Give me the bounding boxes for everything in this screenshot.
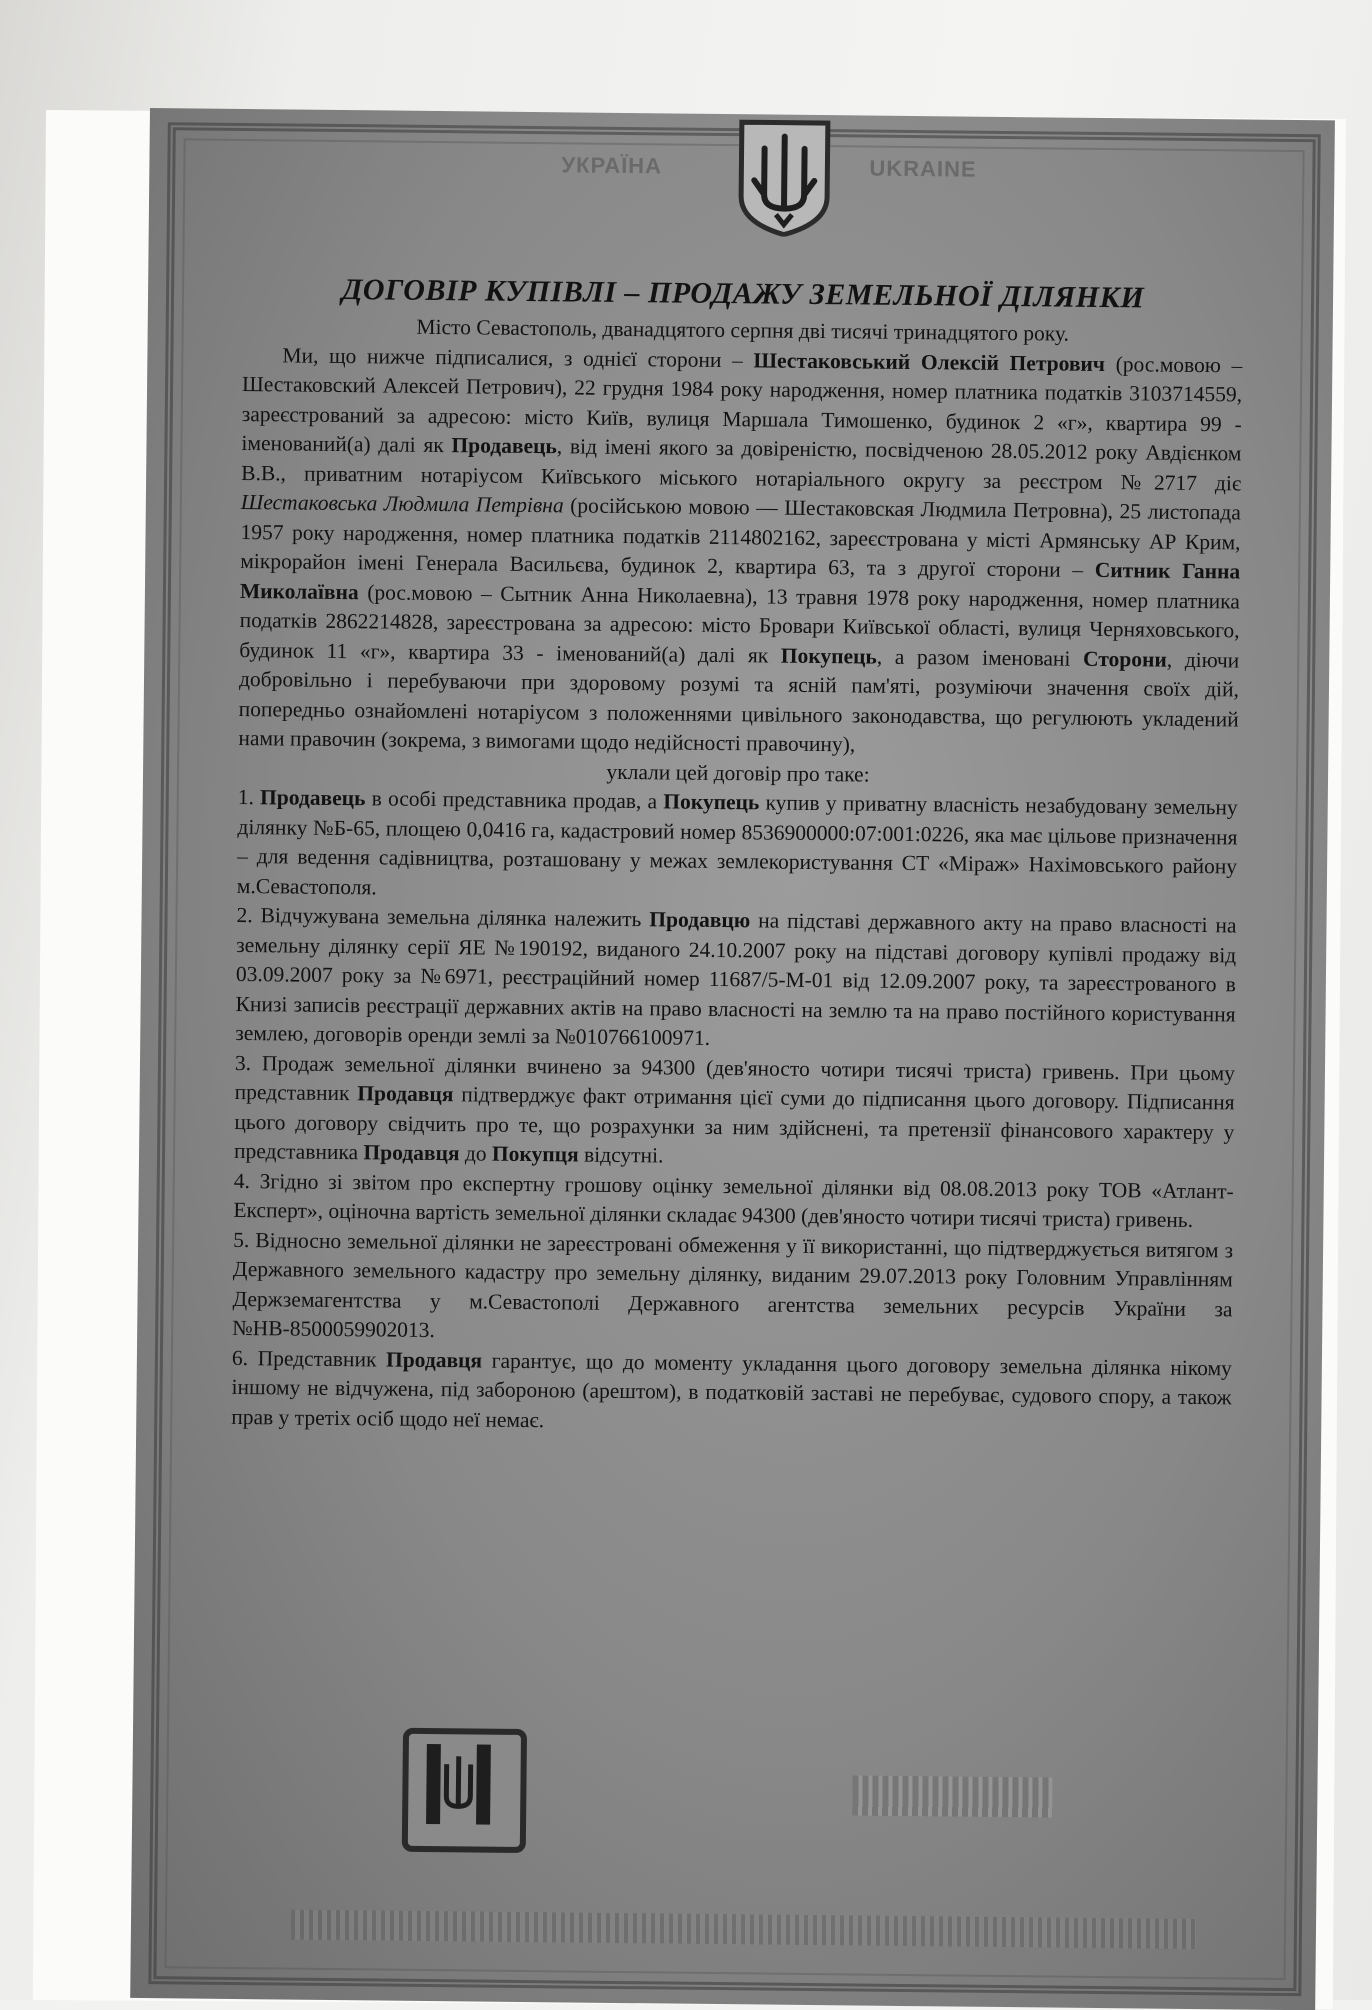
bold-term: Продавець xyxy=(451,433,557,459)
contract-agreed-line: уклали цей договір про таке: xyxy=(606,759,870,787)
bold-term: Покупець xyxy=(780,643,877,669)
notarial-form xyxy=(130,108,1335,2010)
bold-term: Шестаковський Олексій Петрович xyxy=(753,347,1106,376)
text-run: 1. xyxy=(237,784,261,810)
text-run: 2. Відчужувана земельна ділянка належить xyxy=(236,902,650,932)
text-run: 4. Згідно зі звітом про експертну грошову оцінку земельної ділянки від 08.08.2013 року ТОВ «Атлант-Експерт», оціночна вартість земельної ділянки складає 94300 (дев'яносто чотири тисячі триста) гривень. xyxy=(233,1168,1234,1232)
bold-term: Продавець xyxy=(260,785,366,811)
contract-clauses xyxy=(231,783,1238,1442)
contract-parties xyxy=(238,340,1242,763)
text-run: 5. Відносно земельної ділянки не зареєстровані обмеження у її використанні, що підтверджується витягом з Державного земельного кадастру про земельну ділянку, виданим 29.07.2013 року Головним Управлінням Держземагентства у м.Севастополі Державного агентства земельних ресурсів України за №НВ-8500059902013. xyxy=(232,1227,1234,1343)
seal-emblem-icon xyxy=(402,1728,527,1853)
trident-emblem-icon xyxy=(729,118,840,237)
text-run: на підставі державного акту на право власності на земельну ділянку серії ЯЕ №190192, виданого 24.10.2007 року на підставі договору купівлі продажу від 03.09.2007 року за №6971, реєстраційний номер 11687/5-М-01 від 12.09.2007 року, та зареєстрованого в Книзі записів реєстрації державних актів на право власності на землю та на право постійного користування землею, договорів оренди землі за №010766100971. xyxy=(235,908,1237,1050)
text-run: 3. Продаж земельної ділянки вчинено за 94300 (дев'яносто чотири тисячі триста) гривень. При цьому представник xyxy=(234,1050,1236,1106)
contract-clause-3 xyxy=(234,1048,1235,1176)
bold-term: Покупець xyxy=(663,789,760,815)
text-run: , а разом іменовані xyxy=(876,644,1084,671)
contract-clause-2 xyxy=(235,901,1236,1059)
text-run: купив у приватну власність незабудовану земельну ділянку №Б-65, площею 0,0416 га, кадастровий номер 8536900000:07:001:0226, яка має цільове призначення – для ведення садівництва, розташовану у межах землекористування СТ «Міраж» Нахімовського району м.Севастополя. xyxy=(236,790,1238,899)
text-run: (рос.мовою – Сытник Анна Николаевна), 13 травня 1978 року народження, номер платника податків 2862214828, зареєстрована за адресою: місто Бровари Київської області, вулиця Черняховського, будинок 11 «г», квартира 33 - іменований(а) далі як xyxy=(239,579,1241,668)
text-run: , від імені якого за довіреністю, посвідченою 28.05.2012 року Авдієнком В.В., приватним нотаріусом Київського міського нотаріального округу за реєстром №2717 діє xyxy=(241,434,1242,495)
text-run: , діючи добровільно і перебуваючи при здоровому розумі та ясній пам'яті, розуміючи значення своїх дій, попередньо ознайомлені нотаріусом з положеннями цивільного законодавства, що регулюють укладений нами правочин (зокрема, з вимогами щодо недійсності правочину), xyxy=(238,647,1240,757)
text-run: відсутні. xyxy=(578,1142,664,1168)
text-run: до xyxy=(459,1141,493,1166)
contract-city-date: Місто Севастополь, дванадцятого серпня дві тисячі тринадцятого року. xyxy=(416,314,1070,346)
bold-term: Продавцю xyxy=(649,907,751,933)
country-label-en: UKRAINE xyxy=(869,155,977,182)
bold-term: Покупця xyxy=(491,1141,579,1167)
text-run: підтверджує факт отримання цієї суми до підписання цього договору. Підписання цього договору свідчить про те, що розрахунки за ним здійснені, та претензії фінансового характеру у представника xyxy=(233,1082,1235,1165)
bold-term: Ситник Ганна Миколаївна xyxy=(239,557,1241,604)
text-run: Шестаковська Людмила Петрівна xyxy=(240,489,564,518)
form-header xyxy=(149,112,1335,244)
text-run: 6. Представник xyxy=(231,1345,387,1372)
text-run: (російською мовою — Шестаковская Людмила Петровна), 25 листопада 1957 року народження, номер платника податків 2114802162, зареєстрована у місті Армянську АР Крим, мікрорайон імені Генерала Васильєва, будинок 2, квартира 63, та з другої сторони – xyxy=(240,493,1241,582)
bold-term: Продавця xyxy=(363,1140,460,1166)
text-run: Ми, що нижче підписалися, з однієї сторони – xyxy=(282,342,754,372)
bold-term: Продавця xyxy=(357,1081,454,1107)
country-label-ua: УКРАЇНА xyxy=(561,152,663,179)
bold-term: Сторони xyxy=(1082,646,1167,672)
contract-clause-1 xyxy=(237,783,1238,911)
contract-clause-4 xyxy=(233,1166,1234,1235)
seal-trident-icon xyxy=(408,1734,509,1835)
contract-body xyxy=(231,229,1244,1442)
contract-title: ДОГОВІР КУПІВЛІ – ПРОДАЖУ ЗЕМЕЛЬНОЇ ДІЛЯНКИ xyxy=(341,273,1145,315)
contract-clause-6 xyxy=(231,1343,1232,1442)
security-hologram xyxy=(852,1775,1052,1817)
bold-term: Продавця xyxy=(385,1347,483,1373)
text-run: в особі представника продав, а xyxy=(365,786,664,814)
text-run: гарантує, що до моменту укладання цього договору земельна ділянка нікому іншому не відчужена, під забороною (арештом), в податковій заставі не перебуває, судового спору, а також прав у третіх осіб щодо неї немає. xyxy=(231,1348,1233,1432)
contract-clause-5 xyxy=(232,1225,1233,1353)
text-run: (рос.мовою – Шестаковский Алексей Петрович), 22 грудня 1984 року народження, номер платника податків 3103714559, зареєстрований за адресою: місто Київ, вулиця Маршала Тимошенко, будинок 2 «г», квартира 99 - іменований(а) далі як xyxy=(241,351,1243,458)
